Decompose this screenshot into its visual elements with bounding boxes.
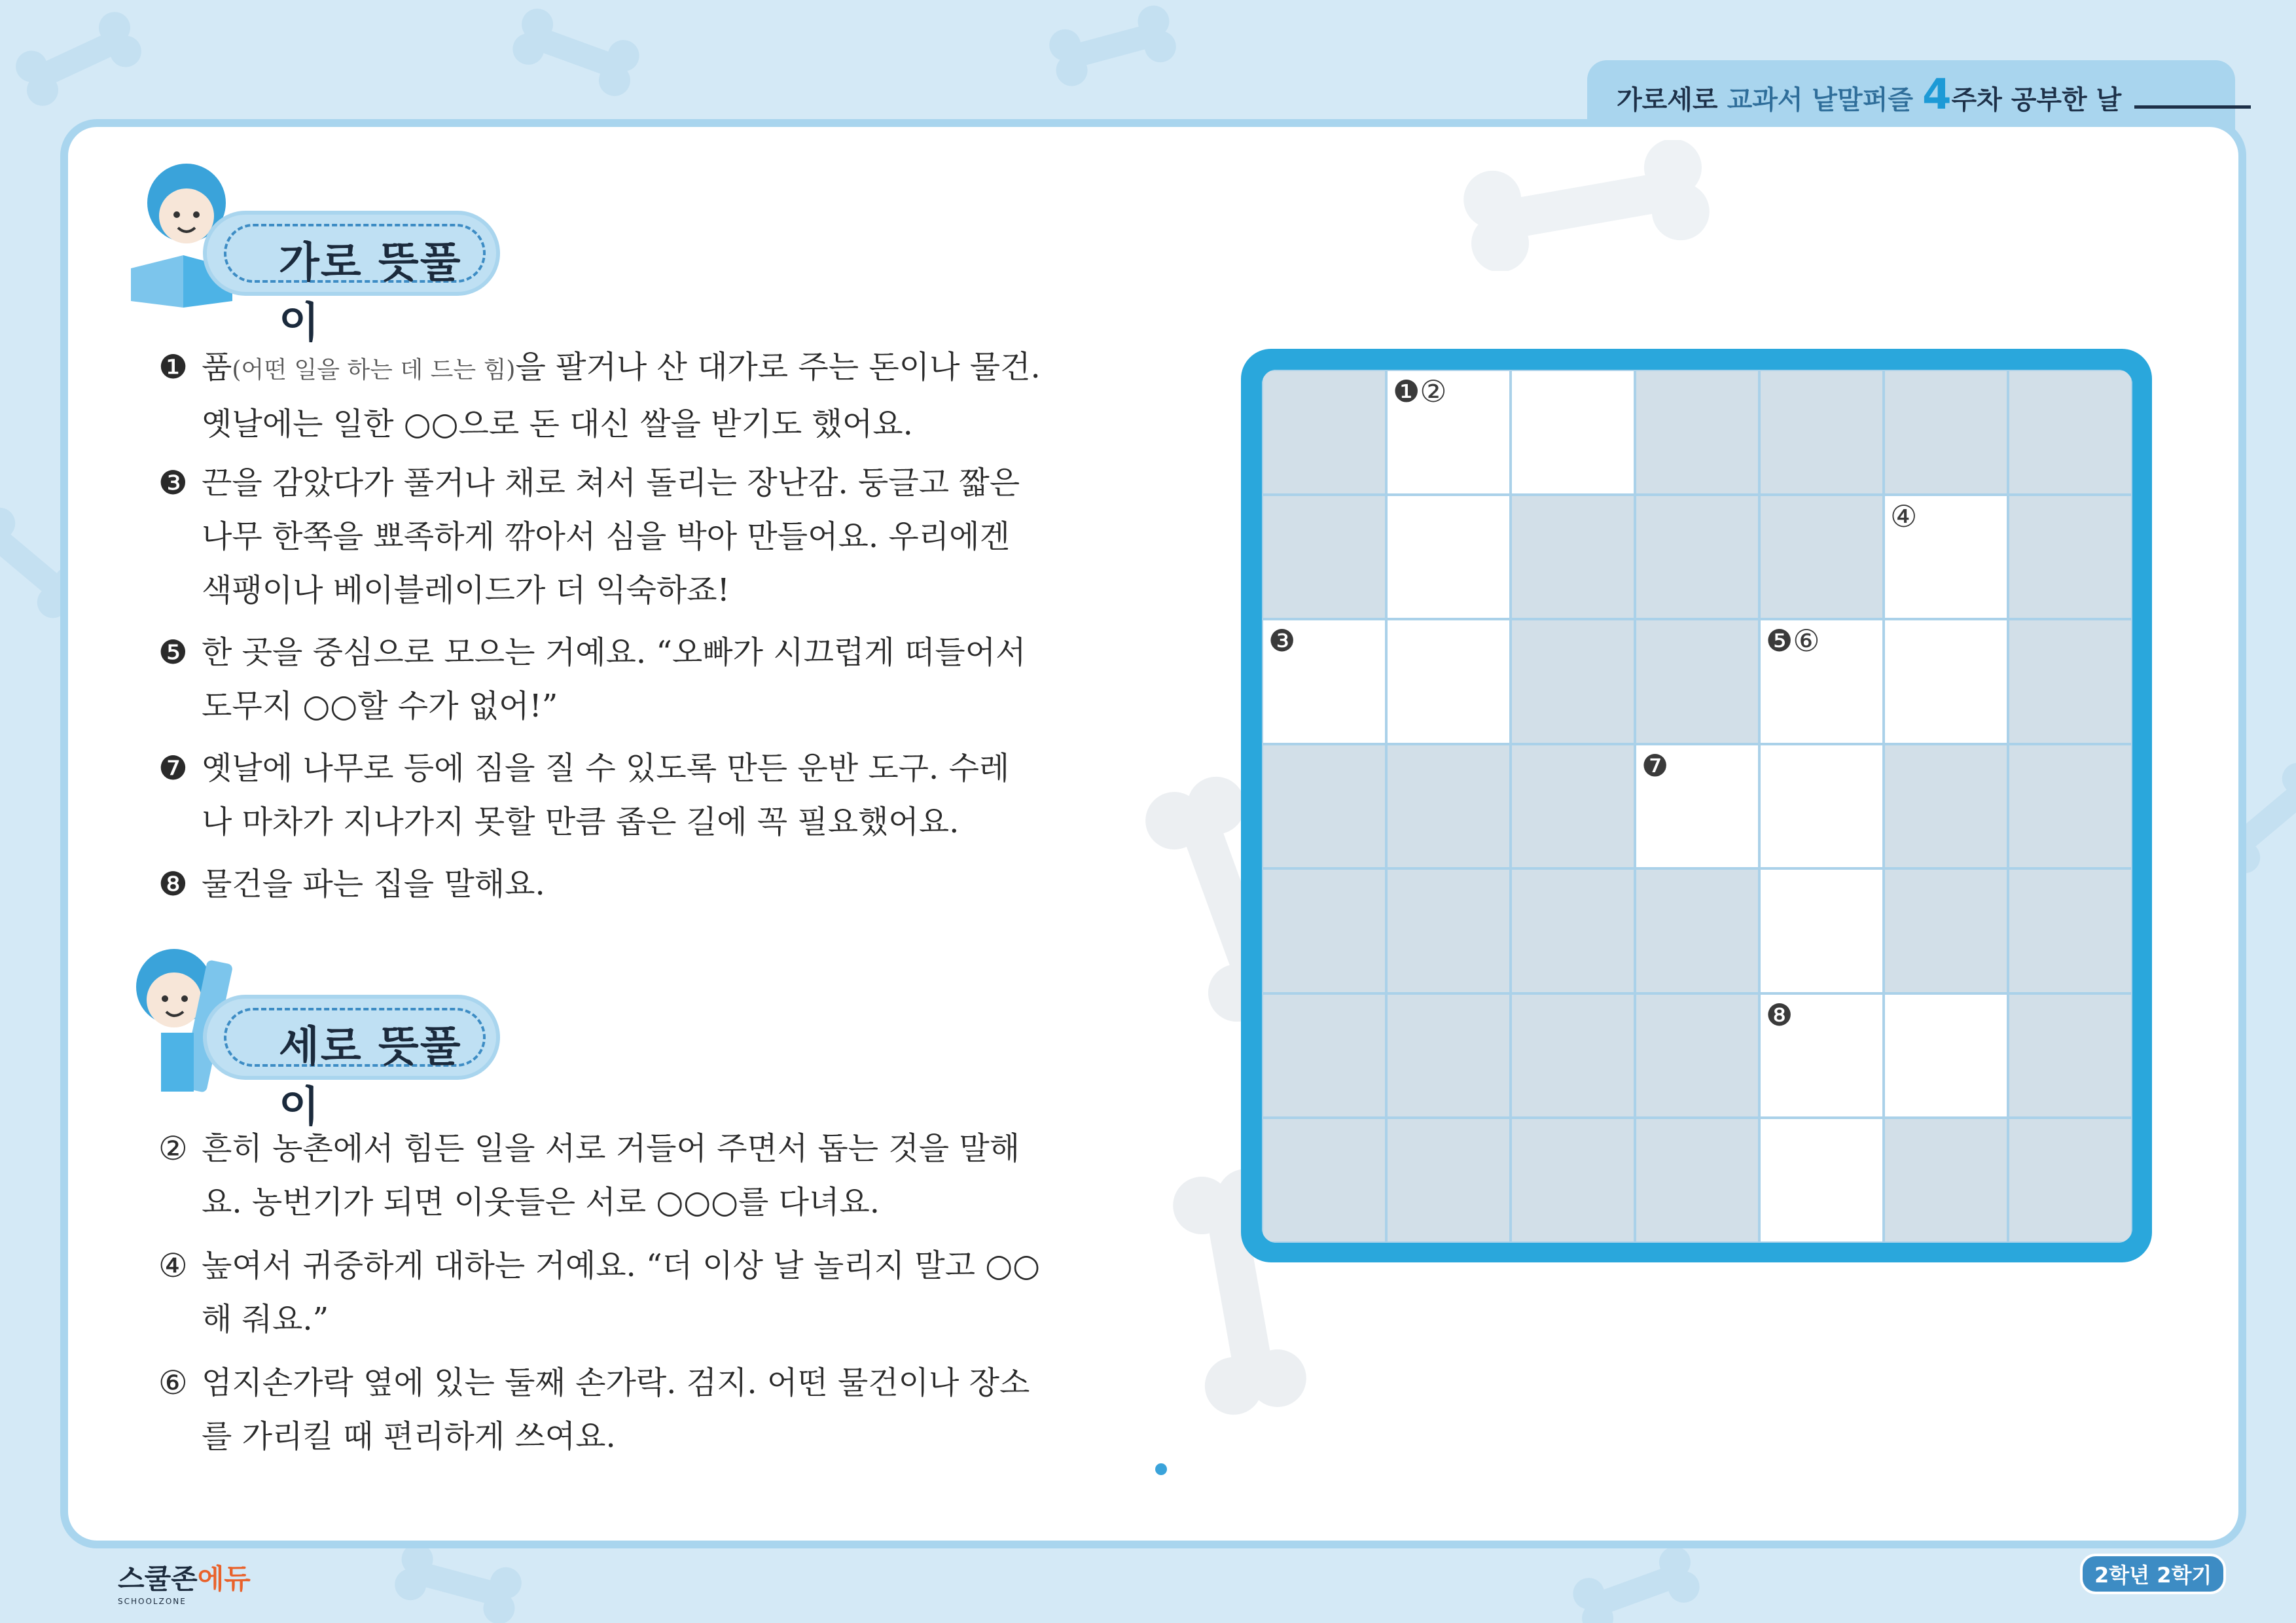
crossword-blocked-cell bbox=[1386, 744, 1511, 869]
crossword-blocked-cell bbox=[1511, 868, 1635, 993]
crossword-blocked-cell bbox=[1635, 495, 1759, 620]
crossword-clue-number: ❽ bbox=[1766, 997, 1793, 1033]
crossword-blocked-cell bbox=[1884, 370, 2008, 495]
crossword-blocked-cell bbox=[1511, 495, 1635, 620]
clue-line: 끈을 감았다가 풀거나 채로 쳐서 돌리는 장난감. 둥글고 짧은 bbox=[202, 465, 1020, 501]
crossword-clue-number: ❺⑥ bbox=[1766, 623, 1820, 659]
crossword-blocked-cell bbox=[1635, 1118, 1759, 1243]
across-clue bbox=[158, 741, 1049, 849]
crossword-blocked-cell bbox=[1511, 619, 1635, 744]
clue-line: 품(어떤 일을 하는 데 드는 힘)을 팔거나 산 대가로 주는 돈이나 물건. bbox=[202, 349, 1041, 385]
crossword-blocked-cell bbox=[1635, 868, 1759, 993]
clue-line: 옛날에는 일한 ○○으로 돈 대신 쌀을 받기도 했어요. bbox=[202, 406, 913, 442]
across-clue bbox=[158, 340, 1049, 451]
clue-line: 엄지손가락 옆에 있는 둘째 손가락. 검지. 어떤 물건이나 장소 bbox=[202, 1364, 1030, 1401]
publisher-logo bbox=[118, 1558, 251, 1606]
down-clue bbox=[158, 1122, 1049, 1229]
crossword-clue-number: ❶② bbox=[1393, 374, 1447, 409]
header-week-number: 4 bbox=[1922, 71, 1952, 119]
study-day-blank[interactable] bbox=[2134, 79, 2251, 109]
clue-line: 도무지 ○○할 수가 없어!” bbox=[202, 688, 558, 724]
crossword-blocked-cell bbox=[1635, 619, 1759, 744]
crossword-answer-cell[interactable] bbox=[1759, 744, 1884, 869]
bone-watermark-icon bbox=[1456, 140, 1717, 271]
crossword-blocked-cell bbox=[1759, 495, 1884, 620]
header-week-suffix: 주차 bbox=[1951, 85, 2002, 115]
crossword-clue-number: ❼ bbox=[1641, 747, 1669, 783]
across-title-badge bbox=[203, 211, 500, 348]
clue-line: 높여서 귀중하게 대하는 거예요. “더 이상 날 놀리지 말고 ○○ bbox=[202, 1247, 1040, 1284]
clue-line: 흔히 농촌에서 힘든 일을 서로 거들어 주면서 돕는 것을 말해 bbox=[202, 1130, 1020, 1167]
crossword-blocked-cell bbox=[2008, 744, 2132, 869]
clue-line: 해 줘요.” bbox=[202, 1301, 329, 1338]
clue-line: 를 가리킬 때 편리하게 쓰여요. bbox=[202, 1418, 616, 1455]
crossword-blocked-cell bbox=[2008, 868, 2132, 993]
crossword-blocked-cell bbox=[1386, 868, 1511, 993]
down-clue bbox=[158, 1356, 1049, 1463]
across-clue bbox=[158, 456, 1049, 617]
crossword-answer-cell[interactable] bbox=[1759, 868, 1884, 993]
clue-note: (어떤 일을 하는 데 드는 힘) bbox=[232, 357, 516, 383]
crossword-blocked-cell bbox=[1262, 495, 1386, 620]
crossword-answer-cell[interactable] bbox=[1386, 619, 1511, 744]
crossword-blocked-cell bbox=[2008, 993, 2132, 1118]
down-title: 세로 뜻풀이 bbox=[279, 1023, 462, 1132]
crossword-blocked-cell bbox=[2008, 1118, 2132, 1243]
crossword-blocked-cell bbox=[1386, 1118, 1511, 1243]
crossword-blocked-cell bbox=[1635, 993, 1759, 1118]
clue-line: 색팽이나 베이블레이드가 더 익숙하죠! bbox=[202, 572, 730, 609]
clue-number: ❸ bbox=[158, 464, 188, 502]
crossword-blocked-cell bbox=[2008, 619, 2132, 744]
crossword-blocked-cell bbox=[1511, 744, 1635, 869]
header-title bbox=[1617, 71, 2251, 119]
clue-line: 요. 농번기가 되면 이웃들은 서로 ○○○를 다녀요. bbox=[202, 1184, 880, 1221]
clue-number: ⑥ bbox=[158, 1364, 188, 1402]
crossword-blocked-cell bbox=[1262, 868, 1386, 993]
crossword-answer-cell[interactable] bbox=[1386, 495, 1511, 620]
clue-number: ② bbox=[158, 1130, 188, 1168]
crossword-blocked-cell bbox=[1759, 370, 1884, 495]
header-part2: 교과서 낱말퍼즐 bbox=[1727, 85, 1913, 115]
clue-number: ④ bbox=[158, 1247, 188, 1285]
crossword-blocked-cell bbox=[1511, 993, 1635, 1118]
across-title: 가로 뜻풀이 bbox=[279, 239, 462, 348]
clue-line: 나 마차가 지나가지 못할 만큼 좁은 길에 꼭 필요했어요. bbox=[202, 804, 960, 840]
crossword-blocked-cell bbox=[1262, 993, 1386, 1118]
clue-number: ❺ bbox=[158, 633, 188, 671]
clue-number: ❶ bbox=[158, 348, 188, 386]
logo-edu: 에듀 bbox=[197, 1563, 251, 1595]
crossword-answer-cell[interactable] bbox=[1511, 370, 1635, 495]
page-dot bbox=[1155, 1463, 1167, 1475]
grade-badge: 2학년 2학기 bbox=[2080, 1554, 2226, 1594]
down-clue bbox=[158, 1239, 1049, 1346]
header-part1: 가로세로 bbox=[1617, 85, 1718, 115]
crossword-blocked-cell bbox=[1511, 1118, 1635, 1243]
logo-main: 스쿨존 bbox=[118, 1563, 198, 1595]
study-day-label: 공부한 날 bbox=[2011, 85, 2122, 115]
across-clue bbox=[158, 857, 1049, 911]
crossword-frame bbox=[1241, 349, 2152, 1262]
crossword-blocked-cell bbox=[1386, 993, 1511, 1118]
crossword-blocked-cell bbox=[2008, 495, 2132, 620]
clue-line: 물건을 파는 집을 말해요. bbox=[202, 866, 545, 902]
across-clue bbox=[158, 626, 1049, 733]
crossword-blocked-cell bbox=[1635, 370, 1759, 495]
crossword-clue-number: ❸ bbox=[1268, 623, 1296, 659]
crossword-answer-cell[interactable] bbox=[1884, 619, 2008, 744]
crossword-blocked-cell bbox=[1262, 1118, 1386, 1243]
crossword-blocked-cell bbox=[1884, 868, 2008, 993]
clue-number: ❽ bbox=[158, 865, 188, 903]
clue-number: ❼ bbox=[158, 749, 188, 787]
crossword-answer-cell[interactable] bbox=[1884, 993, 2008, 1118]
crossword-blocked-cell bbox=[1262, 370, 1386, 495]
crossword-answer-cell[interactable] bbox=[1759, 1118, 1884, 1243]
logo-sub: SCHOOLZONE bbox=[118, 1597, 187, 1606]
crossword-blocked-cell bbox=[1262, 744, 1386, 869]
crossword-clue-number: ④ bbox=[1890, 498, 1918, 534]
crossword-blocked-cell bbox=[1884, 744, 2008, 869]
crossword-grid bbox=[1262, 370, 2132, 1243]
down-title-badge bbox=[203, 995, 500, 1132]
crossword-blocked-cell bbox=[1884, 1118, 2008, 1243]
clue-line: 나무 한쪽을 뾰족하게 깎아서 심을 박아 만들어요. 우리에겐 bbox=[202, 518, 1010, 555]
clue-line: 한 곳을 중심으로 모으는 거예요. “오빠가 시끄럽게 떠들어서 bbox=[202, 634, 1026, 671]
crossword-blocked-cell bbox=[2008, 370, 2132, 495]
clue-line: 옛날에 나무로 등에 짐을 질 수 있도록 만든 운반 도구. 수레 bbox=[202, 750, 1010, 787]
